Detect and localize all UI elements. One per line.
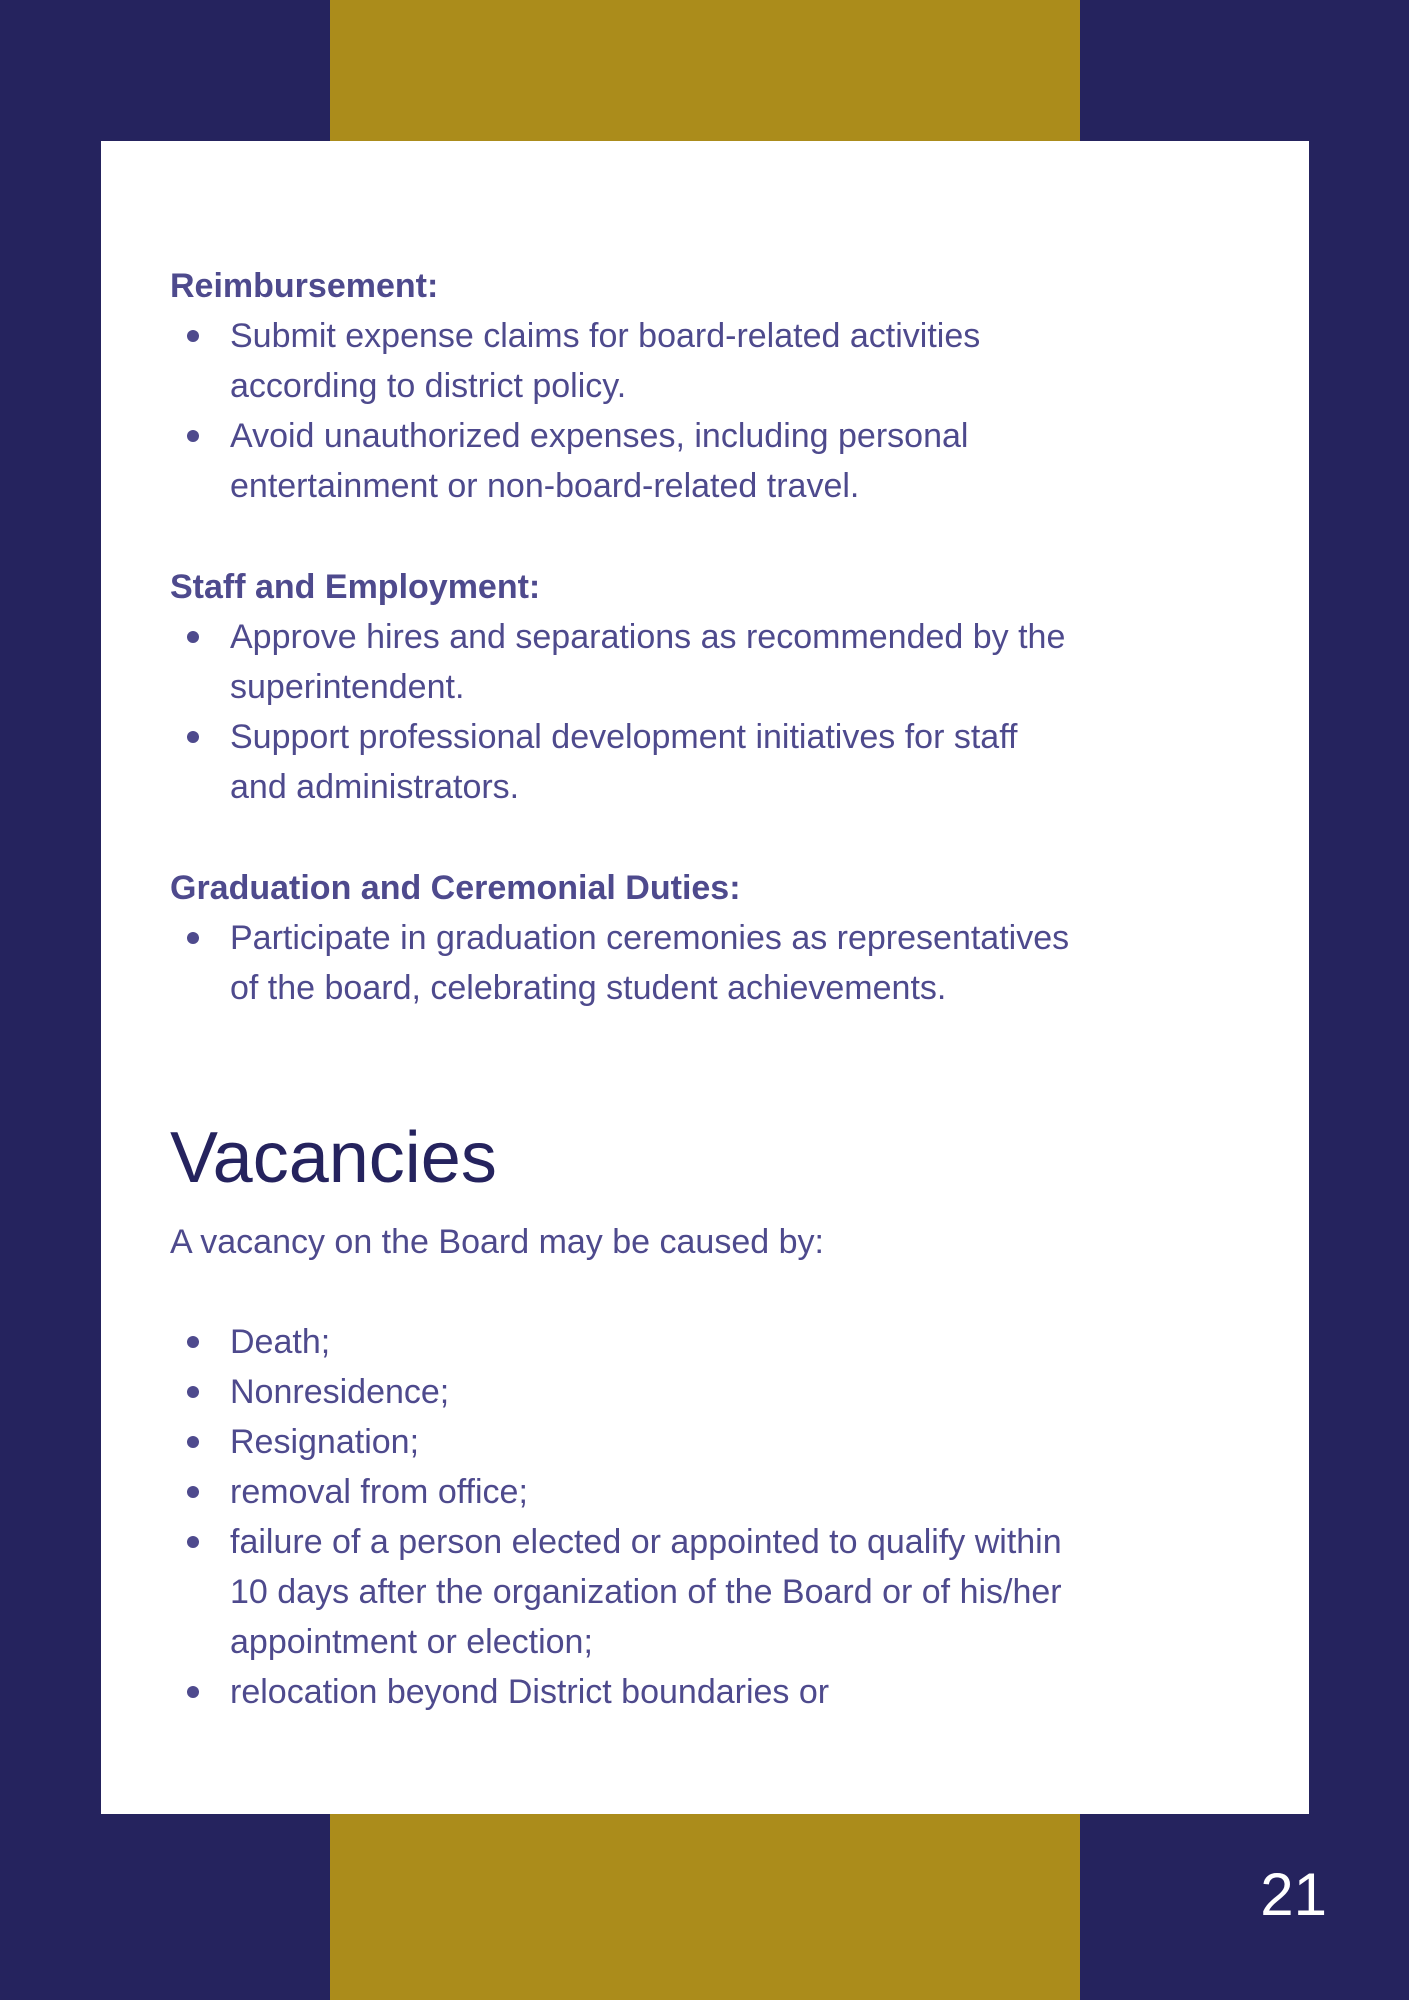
graduation-list xyxy=(170,913,1260,1013)
content-card xyxy=(101,141,1309,1814)
bullet-icon xyxy=(187,330,199,342)
page-number: 21 xyxy=(1260,1861,1327,1928)
list-item: Submit expense claims for board-related activities according to district policy. xyxy=(170,311,1260,411)
list-item: Avoid unauthorized expenses, including personal entertainment or non-board-related travel. xyxy=(170,411,1260,511)
list-item: Nonresidence; xyxy=(170,1367,1260,1417)
list-item: Support professional development initiatives for staff and administrators. xyxy=(170,712,1260,812)
bullet-icon xyxy=(187,430,199,442)
vacancies-list xyxy=(170,1317,1260,1717)
gold-band-top xyxy=(330,0,1080,142)
section-heading-staff-employment: Staff and Employment: xyxy=(170,568,541,606)
vacancies-title: Vacancies xyxy=(170,1118,497,1198)
bullet-icon xyxy=(187,631,199,643)
list-item: removal from office; xyxy=(170,1467,1260,1517)
bullet-icon xyxy=(187,1436,199,1448)
list-item: Approve hires and separations as recommended by the superintendent. xyxy=(170,612,1260,712)
vacancies-intro: A vacancy on the Board may be caused by: xyxy=(170,1223,824,1261)
bullet-icon xyxy=(187,1536,199,1548)
bullet-icon xyxy=(187,731,199,743)
gold-band-bottom xyxy=(330,1812,1080,2000)
list-item: Death; xyxy=(170,1317,1260,1367)
bullet-icon xyxy=(187,1686,199,1698)
list-item: Resignation; xyxy=(170,1417,1260,1467)
section-heading-reimbursement: Reimbursement: xyxy=(170,267,439,305)
staff-employment-list xyxy=(170,612,1260,812)
bullet-icon xyxy=(187,1386,199,1398)
list-item: relocation beyond District boundaries or xyxy=(170,1667,1260,1717)
section-heading-graduation: Graduation and Ceremonial Duties: xyxy=(170,869,741,907)
bullet-icon xyxy=(187,932,199,944)
list-item: failure of a person elected or appointed to qualify within 10 days after the organization of the Board or of his/her appointment or election; xyxy=(170,1517,1260,1667)
bullet-icon xyxy=(187,1336,199,1348)
bullet-icon xyxy=(187,1486,199,1498)
page-content xyxy=(170,261,1260,1717)
reimbursement-list xyxy=(170,311,1260,511)
list-item: Participate in graduation ceremonies as representatives of the board, celebrating student achievements. xyxy=(170,913,1260,1013)
